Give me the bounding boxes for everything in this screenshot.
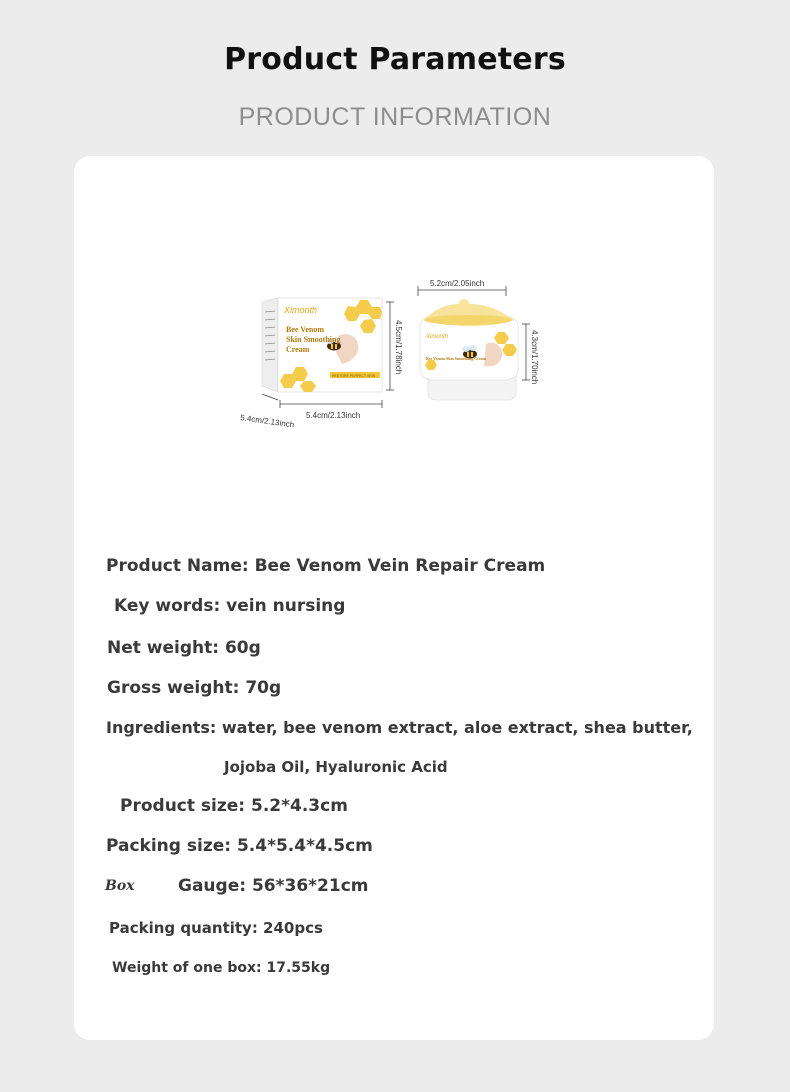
product-illustration — [234, 274, 544, 454]
page-title: Product Parameters — [224, 42, 566, 77]
product-info-card — [74, 156, 714, 1040]
spec-product-size: Product size: 5.2*4.3cm — [120, 796, 348, 816]
dim-box-depth: 5.4cm/2.13inch — [239, 413, 295, 430]
box-text-line1: Bee Venom — [286, 325, 324, 334]
spec-packing-size: Packing size: 5.4*5.4*4.5cm — [106, 836, 373, 856]
spec-gauge: Gauge: 56*36*21cm — [178, 876, 369, 896]
spec-box-label: Box — [105, 878, 135, 894]
spec-ingredients-line2: Jojoba Oil, Hyaluronic Acid — [224, 758, 448, 776]
spec-key-words: Key words: vein nursing — [114, 596, 346, 616]
jar-brand: Ximonth — [426, 334, 449, 340]
box-text-line3: Cream — [286, 345, 310, 354]
spec-product-name: Product Name: Bee Venom Vein Repair Cream — [106, 556, 546, 576]
dim-box-width: 5.4cm/2.13inch — [306, 411, 361, 420]
spec-ingredients-line1: Ingredients: water, bee venom extract, aloe extract, shea butter, — [106, 718, 693, 737]
spec-gross-weight: Gross weight: 70g — [107, 678, 282, 698]
dim-jar-width: 5.2cm/2.05inch — [430, 279, 485, 288]
product-image — [234, 274, 544, 454]
page-subtitle: PRODUCT INFORMATION — [238, 103, 552, 131]
box-brand: Ximonth — [284, 305, 318, 315]
box-band-text: RESTORE PERFECT SKIN — [332, 374, 376, 378]
box-text-line2: Skin Smoothing — [286, 335, 341, 344]
dim-box-height: 4.5cm/1.78inch — [394, 320, 403, 375]
jar-text: Bee Venom Skin Smoothing Cream — [426, 356, 486, 361]
dim-jar-height: 4.3cm/1.70inch — [530, 330, 539, 385]
spec-weight-one-box: Weight of one box: 17.55kg — [112, 960, 331, 976]
spec-net-weight: Net weight: 60g — [107, 638, 261, 658]
spec-packing-quantity: Packing quantity: 240pcs — [109, 919, 323, 937]
